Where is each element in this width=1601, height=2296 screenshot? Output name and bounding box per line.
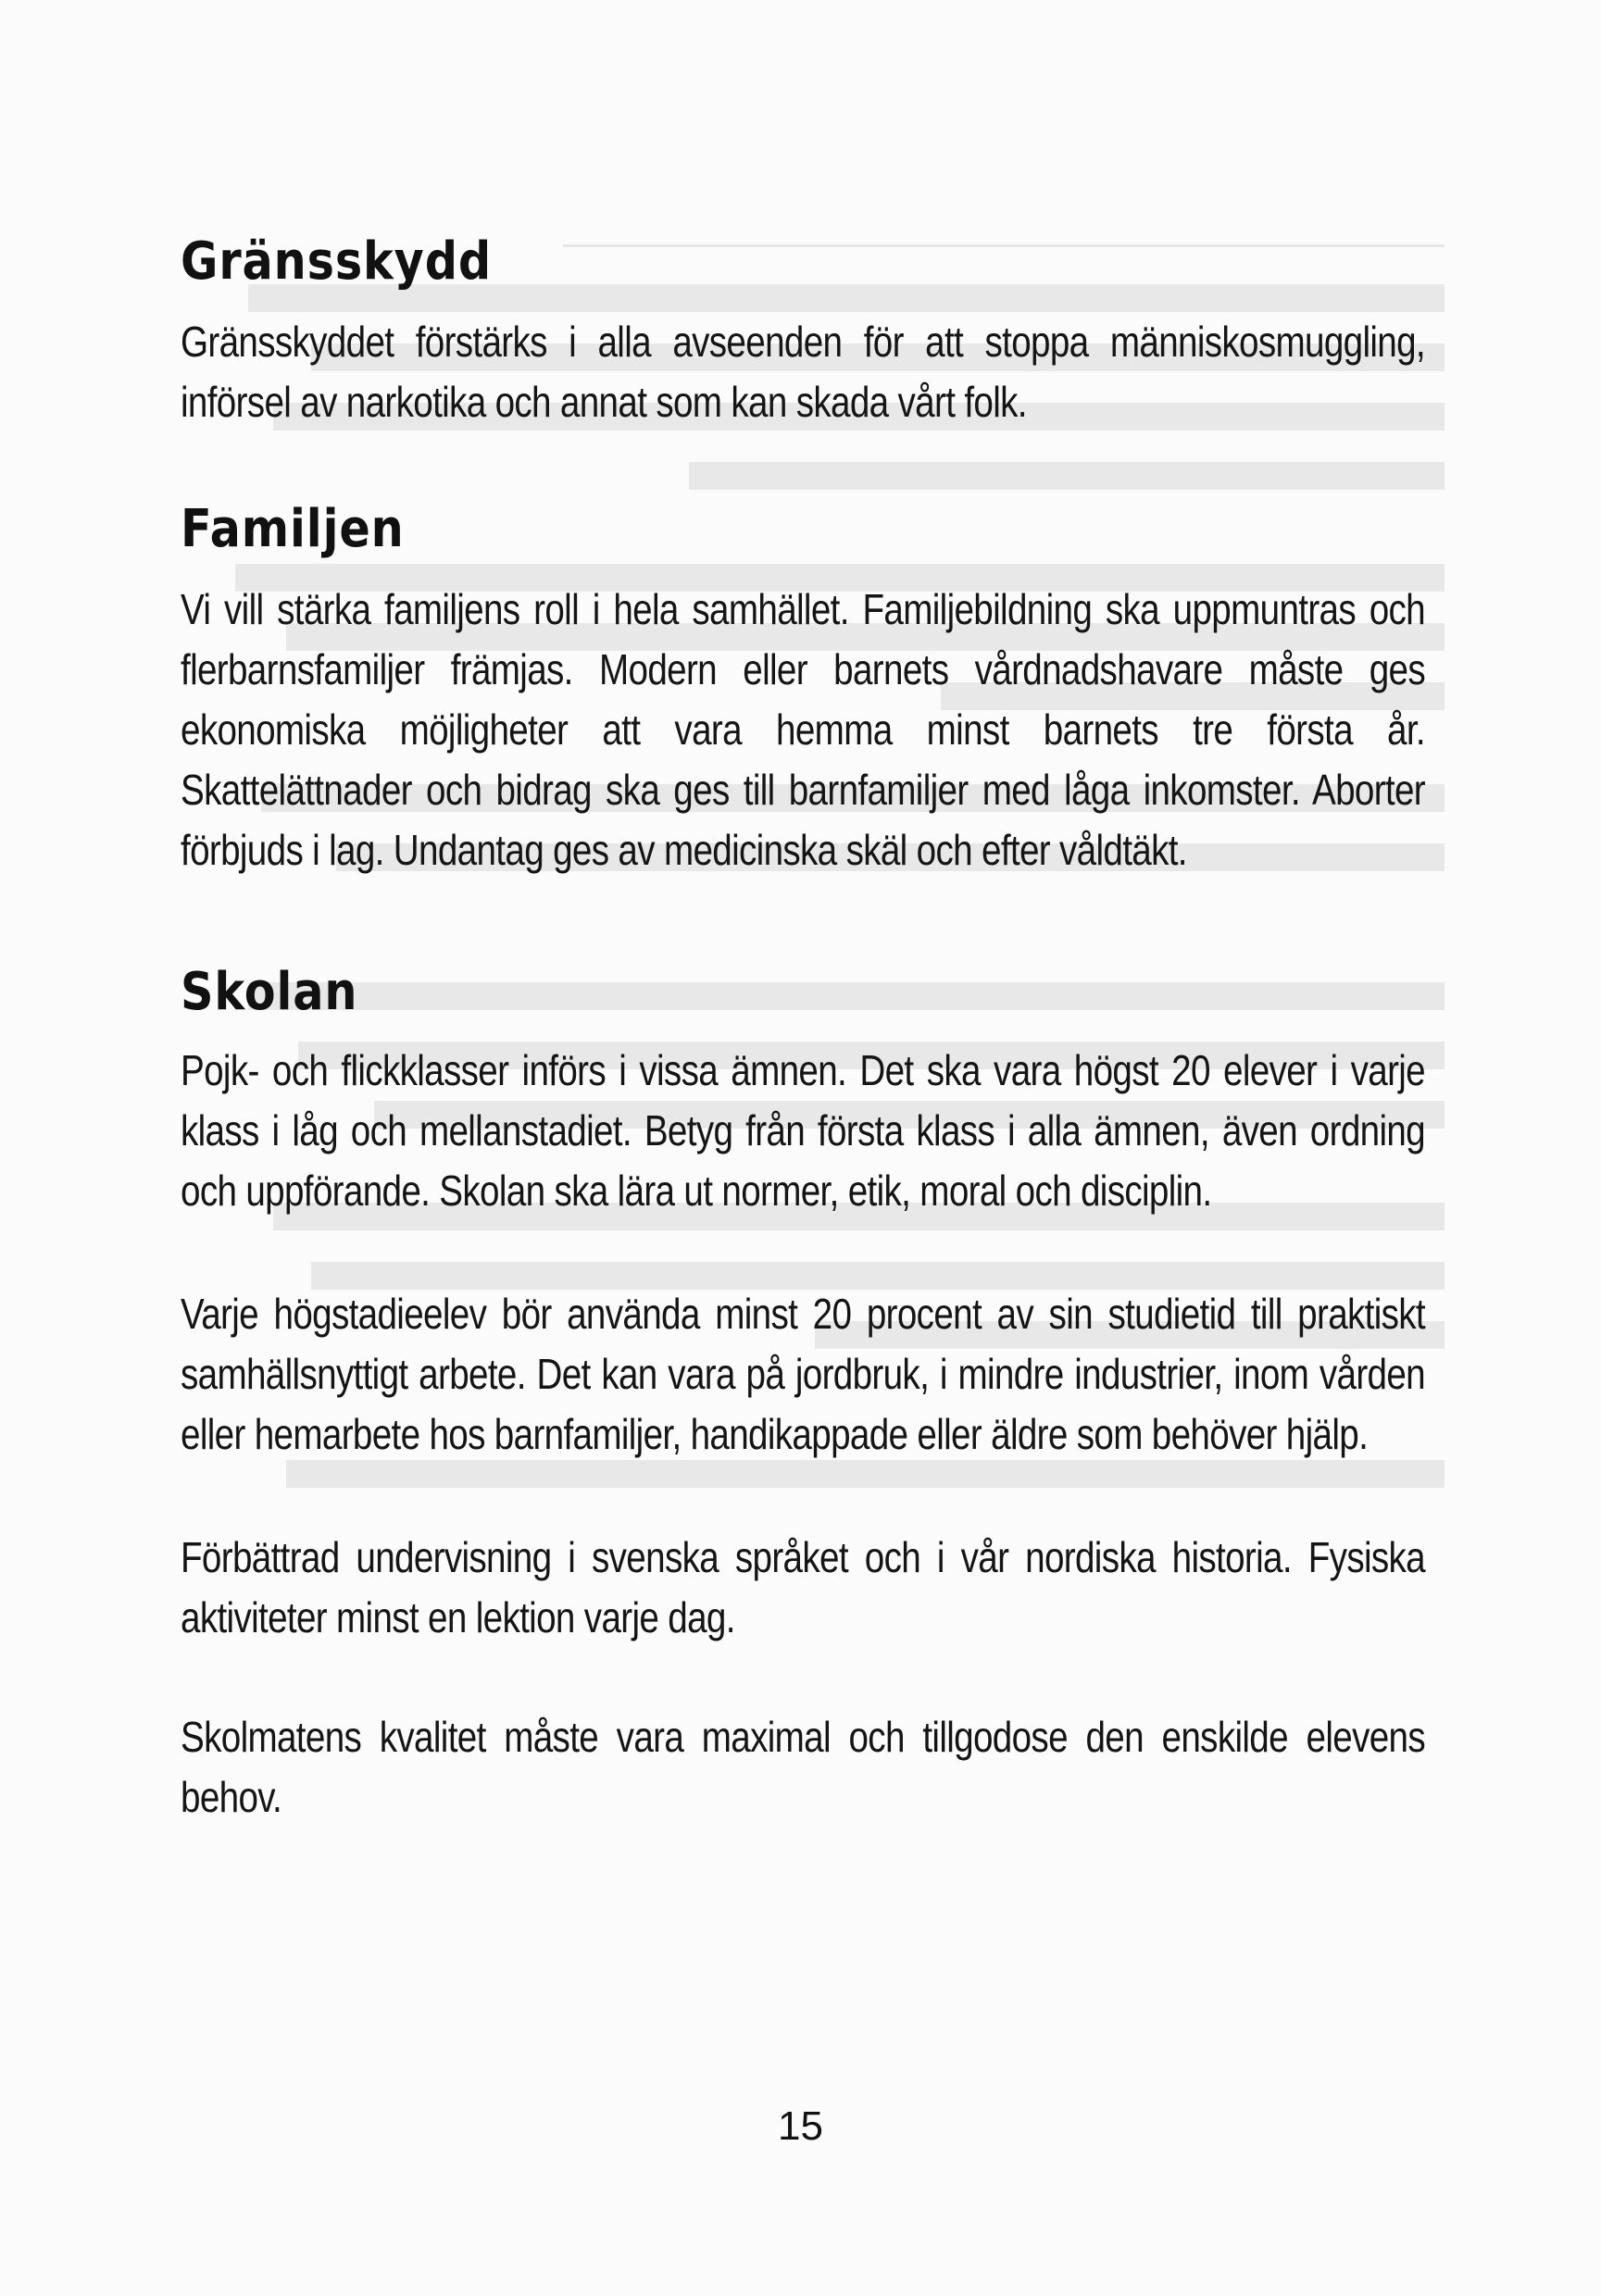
section-title-skolan: Skolan [181,962,358,1022]
paragraph-skolan-1: Pojk- och flickklasser införs i vissa ämnen. Det ska vara högst 20 elever i varje klass i låg och mellanstadiet. Betyg från första klass i alla ämnen, även ordning och uppförande. Skolan ska lära ut normer, etik, moral och disciplin. [181,1046,1425,1215]
paragraph-skolan-4: Skolmatens kvalitet måste vara maximal och tillgodose den enskilde elevens behov. [181,1713,1425,1821]
paragraph-skolan-2: Varje högstadieelev bör använda minst 20 procent av sin studietid till praktiskt samhällsnyttigt arbete. Det kan vara på jordbruk, i mindre industrier, inom vården eller hemarbete hos barnfamiljer, handikappade eller äldre som behöver hjälp. [181,1290,1425,1458]
document-body [181,231,1426,1828]
page-number: 15 [778,2103,823,2149]
section-title-gransskydd: Gränsskydd [181,231,493,292]
paragraph-familjen: Vi vill stärka familjens roll i hela samhället. Familjebildning ska uppmuntras och flerbarnsfamiljer främjas. Modern eller barnets vårdnadshavare måste ges ekonomiska möjligheter att vara hemma minst barnets tre första år. Skattelättnader och bidrag ska ges till barnfamiljer med låga inkomster. Aborter förbjuds i lag. Undantag ges av medicinska skäl och efter våldtäkt. [181,585,1425,874]
section-title-familjen: Familjen [181,499,405,559]
paragraph-skolan-3: Förbättrad undervisning i svenska språket och i vår nordiska historia. Fysiska aktiviteter minst en lektion varje dag. [181,1533,1425,1641]
paragraph-gransskydd: Gränsskyddet förstärks i alla avseenden för att stoppa människosmuggling, införsel av narkotika och annat som kan skada vårt folk. [181,318,1425,426]
